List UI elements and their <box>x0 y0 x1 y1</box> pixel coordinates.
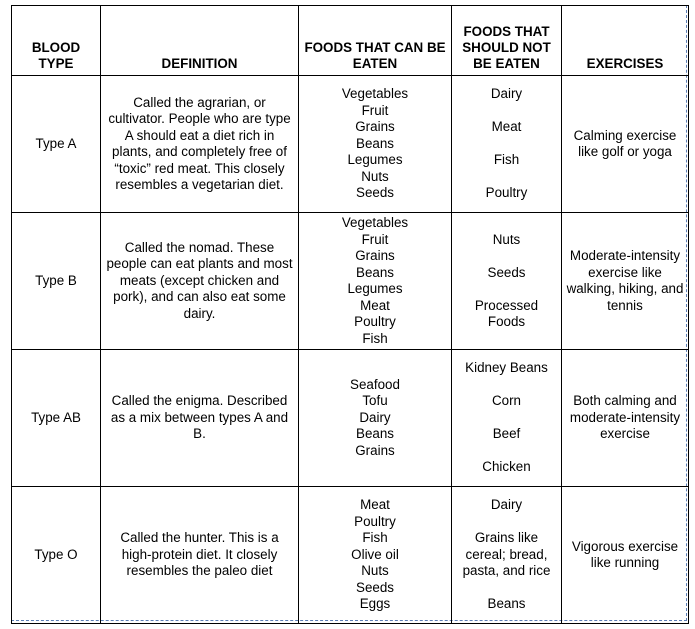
food-item: Meat <box>360 497 390 513</box>
food-item: Fish <box>362 530 388 546</box>
foods-not-eaten-cell <box>452 213 562 350</box>
blood-type-cell: Type AB <box>12 350 101 487</box>
food-item: Meat <box>360 297 390 313</box>
food-item: Grains <box>355 248 395 263</box>
header-foods-eaten: FOODS THAT CAN BE EATEN <box>299 6 452 76</box>
food-item: Beans <box>356 426 394 442</box>
food-item: Eggs <box>359 596 391 612</box>
food-item: Seafood <box>350 376 400 392</box>
avoid-item: Dairy <box>490 497 523 513</box>
avoid-item: Processed Foods <box>474 297 539 329</box>
food-item: Grains <box>355 119 395 135</box>
food-item: Seeds <box>356 579 394 595</box>
food-item: Fruit <box>361 102 389 118</box>
avoid-item: Poultry <box>485 185 528 201</box>
food-item: Poultry <box>354 513 396 529</box>
definition-cell: Called the agrarian, or cultivator. People who are type A should eat a diet rich in plants, and completely free of “toxic” red meat. This closely resembles a vegetarian diet. <box>101 76 299 213</box>
food-item: Nuts <box>361 168 389 184</box>
table-row <box>12 350 689 487</box>
food-item: Legumes <box>347 281 403 296</box>
foods-eaten-cell <box>299 487 452 624</box>
avoid-item: Meat <box>491 119 522 135</box>
blood-type-cell: Type B <box>12 213 101 350</box>
definition-cell: Called the nomad. These people can eat plants and most meats (except chicken and pork), and can also eat some dairy. <box>101 213 299 350</box>
avoid-item: Fish <box>493 152 520 168</box>
header-exercises: EXERCISES <box>562 6 689 76</box>
foods-not-eaten-cell <box>452 350 562 487</box>
avoid-item: Chicken <box>482 459 531 475</box>
foods-eaten-cell <box>299 213 452 350</box>
food-item: Tofu <box>362 393 388 409</box>
definition-cell: Called the enigma. Described as a mix between types A and B. <box>101 350 299 487</box>
table-row <box>12 76 689 213</box>
definition-cell: Called the hunter. This is a high-protein diet. It closely resembles the paleo diet <box>101 487 299 624</box>
foods-eaten-cell <box>299 76 452 213</box>
blood-type-cell: Type O <box>12 487 101 624</box>
avoid-item: Beans <box>487 596 526 612</box>
blood-type-cell: Type A <box>12 76 101 213</box>
food-item: Grains <box>355 442 395 458</box>
food-item: Fish <box>362 330 388 346</box>
header-foods-not-eaten: FOODS THAT SHOULD NOT BE EATEN <box>452 6 562 76</box>
header-definition: DEFINITION <box>101 6 299 76</box>
avoid-item: Corn <box>491 393 522 409</box>
food-item: Legumes <box>347 152 403 168</box>
avoid-item: Beef <box>492 426 521 442</box>
avoid-item: Grains like cereal; bread, pasta, and rice <box>462 530 551 579</box>
exercise-cell: Calming exercise like golf or yoga <box>562 76 689 213</box>
avoid-item: Kidney Beans <box>465 360 548 376</box>
food-item: Fruit <box>361 231 389 247</box>
food-item: Seeds <box>356 185 394 201</box>
foods-not-eaten-cell <box>452 487 562 624</box>
avoid-item: Nuts <box>492 231 521 247</box>
food-item: Dairy <box>359 409 391 425</box>
food-item: Beans <box>356 135 394 151</box>
table-row <box>12 213 689 350</box>
avoid-item: Dairy <box>490 86 523 102</box>
avoid-item: Seeds <box>487 264 526 280</box>
foods-eaten-cell <box>299 350 452 487</box>
food-item: Olive oil <box>351 546 399 562</box>
food-item: Nuts <box>361 563 389 579</box>
exercise-cell: Moderate-intensity exercise like walking, hiking, and tennis <box>562 213 689 350</box>
foods-not-eaten-cell <box>452 76 562 213</box>
header-row <box>12 6 689 76</box>
header-blood-type: BLOOD TYPE <box>12 6 101 76</box>
food-item: Vegetables <box>341 86 409 102</box>
table-row <box>12 487 689 624</box>
food-item: Beans <box>356 264 394 280</box>
food-item: Poultry <box>354 314 396 329</box>
food-item: Vegetables <box>341 215 409 230</box>
exercise-cell: Both calming and moderate-intensity exercise <box>562 350 689 487</box>
exercise-cell: Vigorous exercise like running <box>562 487 689 624</box>
blood-type-diet-table <box>11 5 689 624</box>
